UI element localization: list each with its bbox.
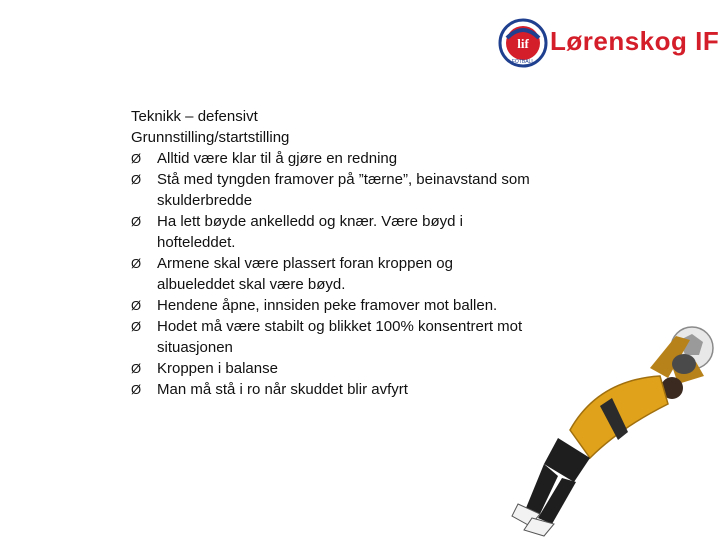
list-item: [131, 316, 531, 358]
list-item-text: Hodet må være stabilt og blikket 100% konsentrert mot situasjonen: [157, 318, 523, 356]
club-name: Lørenskog IF: [550, 26, 720, 56]
bullet-list: [131, 148, 531, 400]
badge-initials: lif: [517, 36, 529, 51]
list-item: [131, 295, 531, 316]
list-item-text: Kroppen i balanse: [157, 360, 278, 377]
bullet-arrow-icon: Ø: [131, 298, 142, 313]
list-item-text: Hendene åpne, innsiden peke framover mot ballen.: [157, 297, 498, 314]
list-item: [131, 169, 531, 211]
slide-title: Teknikk – defensivt: [131, 108, 258, 125]
list-item-text: Man må stå i ro når skuddet blir avfyrt: [157, 381, 408, 398]
slide-subtitle: Grunnstilling/startstilling: [131, 129, 290, 146]
goalkeeper-diving-icon: [500, 318, 720, 540]
list-item: [131, 358, 531, 379]
list-item-text: Alltid være klar til å gjøre en redning: [157, 150, 398, 167]
slide-content: [131, 106, 531, 400]
club-badge-icon: [498, 18, 548, 68]
list-item-text: Armene skal være plassert foran kroppen og albueleddet skal være bøyd.: [157, 255, 453, 293]
bullet-arrow-icon: Ø: [131, 361, 142, 376]
list-item: [131, 211, 531, 253]
bullet-arrow-icon: Ø: [131, 214, 142, 229]
keeper-glove: [672, 354, 696, 374]
badge-text: FOTBALL: [511, 59, 535, 65]
list-item: [131, 379, 531, 400]
list-item: [131, 253, 531, 295]
club-logo: [498, 18, 720, 70]
list-item-text: Ha lett bøyde ankelledd og knær. Være bøyd i hofteleddet.: [157, 213, 463, 251]
bullet-arrow-icon: Ø: [131, 319, 142, 334]
list-item: [131, 148, 531, 169]
bullet-arrow-icon: Ø: [131, 382, 142, 397]
list-item-text: Stå med tyngden framover på ”tærne”, beinavstand som skulderbredde: [157, 171, 530, 209]
bullet-arrow-icon: Ø: [131, 256, 142, 271]
bullet-arrow-icon: Ø: [131, 172, 142, 187]
bullet-arrow-icon: Ø: [131, 151, 142, 166]
